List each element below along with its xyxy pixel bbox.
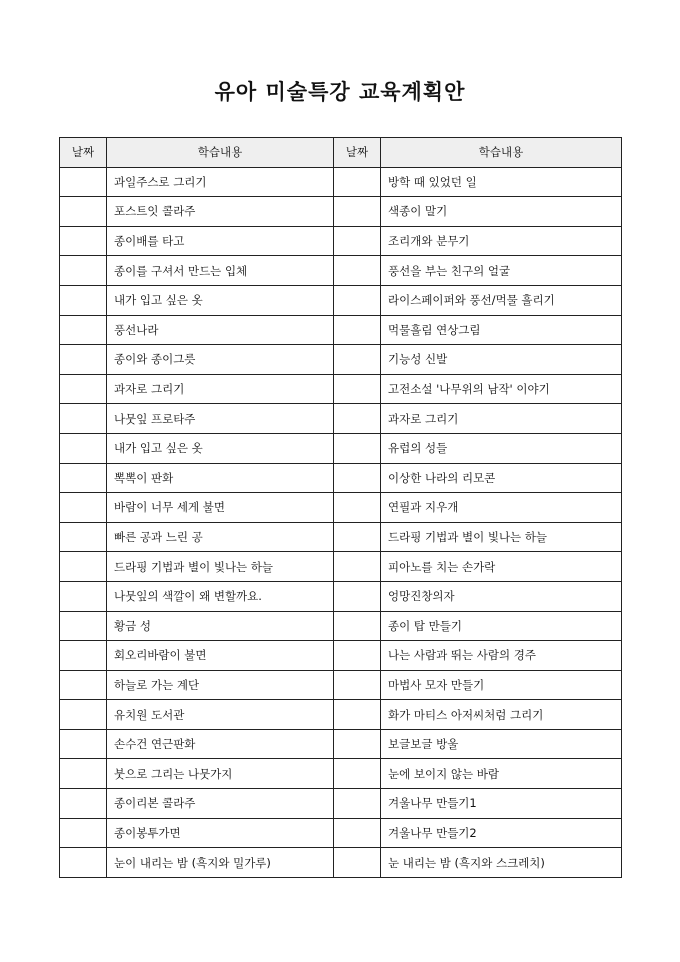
date-left-cell (60, 197, 107, 227)
content-left-cell: 드라핑 기법과 별이 빛나는 하늘 (107, 552, 334, 582)
content-right-cell: 먹물흘림 연상그림 (381, 315, 622, 345)
date-left-cell (60, 759, 107, 789)
content-right-cell: 방학 때 있었던 일 (381, 167, 622, 197)
content-right-cell: 마법사 모자 만들기 (381, 670, 622, 700)
table-row (60, 818, 622, 848)
table-row (60, 374, 622, 404)
date-left-cell (60, 463, 107, 493)
content-left-cell: 손수건 연근판화 (107, 729, 334, 759)
date-right-cell (334, 581, 381, 611)
header-date-left: 날짜 (60, 138, 107, 168)
content-right-cell: 보글보글 방울 (381, 729, 622, 759)
content-right-cell: 드라핑 기법과 별이 빛나는 하늘 (381, 522, 622, 552)
date-left-cell (60, 433, 107, 463)
content-left-cell: 종이봉투가면 (107, 818, 334, 848)
content-left-cell: 회오리바람이 불면 (107, 641, 334, 671)
content-left-cell: 하늘로 가는 계단 (107, 670, 334, 700)
date-left-cell (60, 374, 107, 404)
date-right-cell (334, 818, 381, 848)
header-content-left: 학습내용 (107, 138, 334, 168)
table-row (60, 493, 622, 523)
content-left-cell: 나뭇잎의 색깔이 왜 변할까요. (107, 581, 334, 611)
date-left-cell (60, 611, 107, 641)
date-left-cell (60, 700, 107, 730)
table-row (60, 285, 622, 315)
date-right-cell (334, 433, 381, 463)
date-right-cell (334, 463, 381, 493)
content-right-cell: 눈 내리는 밤 (흑지와 스크레치) (381, 848, 622, 878)
table-row (60, 256, 622, 286)
table-row (60, 611, 622, 641)
date-right-cell (334, 611, 381, 641)
table-row (60, 670, 622, 700)
date-right-cell (334, 848, 381, 878)
content-right-cell: 겨울나무 만들기2 (381, 818, 622, 848)
date-left-cell (60, 167, 107, 197)
table-body (60, 167, 622, 877)
date-left-cell (60, 522, 107, 552)
table-row (60, 315, 622, 345)
date-left-cell (60, 285, 107, 315)
date-left-cell (60, 789, 107, 819)
content-right-cell: 나는 사람과 뛰는 사람의 경주 (381, 641, 622, 671)
content-right-cell: 이상한 나라의 리모콘 (381, 463, 622, 493)
table-row (60, 226, 622, 256)
date-right-cell (334, 670, 381, 700)
content-right-cell: 기능성 신발 (381, 345, 622, 375)
content-right-cell: 라이스페이퍼와 풍선/먹물 흘리기 (381, 285, 622, 315)
table-header-row (60, 138, 622, 168)
table-row (60, 345, 622, 375)
date-left-cell (60, 848, 107, 878)
date-right-cell (334, 522, 381, 552)
table-row (60, 789, 622, 819)
date-right-cell (334, 226, 381, 256)
content-right-cell: 피아노를 치는 손가락 (381, 552, 622, 582)
content-left-cell: 붓으로 그리는 나뭇가지 (107, 759, 334, 789)
date-left-cell (60, 493, 107, 523)
date-left-cell (60, 729, 107, 759)
date-left-cell (60, 581, 107, 611)
table-row (60, 759, 622, 789)
date-left-cell (60, 315, 107, 345)
content-right-cell: 겨울나무 만들기1 (381, 789, 622, 819)
date-right-cell (334, 641, 381, 671)
content-left-cell: 내가 입고 싶은 옷 (107, 285, 334, 315)
table-row (60, 700, 622, 730)
content-left-cell: 과자로 그리기 (107, 374, 334, 404)
content-left-cell: 뽁뽁이 판화 (107, 463, 334, 493)
date-right-cell (334, 404, 381, 434)
content-right-cell: 풍선을 부는 친구의 얼굴 (381, 256, 622, 286)
date-left-cell (60, 641, 107, 671)
content-left-cell: 나뭇잎 프로타주 (107, 404, 334, 434)
table-row (60, 197, 622, 227)
content-left-cell: 종이배를 타고 (107, 226, 334, 256)
table-row (60, 404, 622, 434)
date-left-cell (60, 226, 107, 256)
date-left-cell (60, 818, 107, 848)
date-right-cell (334, 315, 381, 345)
table-row (60, 433, 622, 463)
date-left-cell (60, 345, 107, 375)
content-left-cell: 황금 성 (107, 611, 334, 641)
date-right-cell (334, 493, 381, 523)
date-right-cell (334, 552, 381, 582)
table-row (60, 848, 622, 878)
content-left-cell: 풍선나라 (107, 315, 334, 345)
date-left-cell (60, 552, 107, 582)
date-right-cell (334, 285, 381, 315)
date-left-cell (60, 256, 107, 286)
date-right-cell (334, 256, 381, 286)
content-right-cell: 조리개와 분무기 (381, 226, 622, 256)
content-right-cell: 화가 마티스 아저씨처럼 그리기 (381, 700, 622, 730)
page-title: 유아 미술특강 교육계획안 (214, 79, 466, 104)
content-left-cell: 빠른 공과 느린 공 (107, 522, 334, 552)
content-left-cell: 눈이 내리는 밤 (흑지와 밀가루) (107, 848, 334, 878)
content-right-cell: 종이 탑 만들기 (381, 611, 622, 641)
table-row (60, 167, 622, 197)
lesson-plan-table (59, 137, 622, 878)
content-right-cell: 눈에 보이지 않는 바람 (381, 759, 622, 789)
table-row (60, 463, 622, 493)
content-left-cell: 바람이 너무 세게 불면 (107, 493, 334, 523)
content-left-cell: 포스트잇 콜라주 (107, 197, 334, 227)
content-left-cell: 유치원 도서관 (107, 700, 334, 730)
date-right-cell (334, 197, 381, 227)
date-right-cell (334, 789, 381, 819)
content-left-cell: 내가 입고 싶은 옷 (107, 433, 334, 463)
content-right-cell: 엉망진창의자 (381, 581, 622, 611)
date-right-cell (334, 759, 381, 789)
table-row (60, 641, 622, 671)
table-row (60, 552, 622, 582)
header-content-right: 학습내용 (381, 138, 622, 168)
content-left-cell: 과일주스로 그리기 (107, 167, 334, 197)
date-left-cell (60, 404, 107, 434)
date-right-cell (334, 345, 381, 375)
table-row (60, 522, 622, 552)
table-row (60, 729, 622, 759)
content-right-cell: 과자로 그리기 (381, 404, 622, 434)
content-right-cell: 연필과 지우개 (381, 493, 622, 523)
content-right-cell: 고전소설 '나무위의 남작' 이야기 (381, 374, 622, 404)
content-right-cell: 유럽의 성들 (381, 433, 622, 463)
date-right-cell (334, 729, 381, 759)
content-right-cell: 색종이 말기 (381, 197, 622, 227)
date-right-cell (334, 700, 381, 730)
content-left-cell: 종이를 구셔서 만드는 입체 (107, 256, 334, 286)
date-left-cell (60, 670, 107, 700)
table-row (60, 581, 622, 611)
date-right-cell (334, 167, 381, 197)
content-left-cell: 종이리본 콜라주 (107, 789, 334, 819)
content-left-cell: 종이와 종이그릇 (107, 345, 334, 375)
date-right-cell (334, 374, 381, 404)
header-date-right: 날짜 (334, 138, 381, 168)
